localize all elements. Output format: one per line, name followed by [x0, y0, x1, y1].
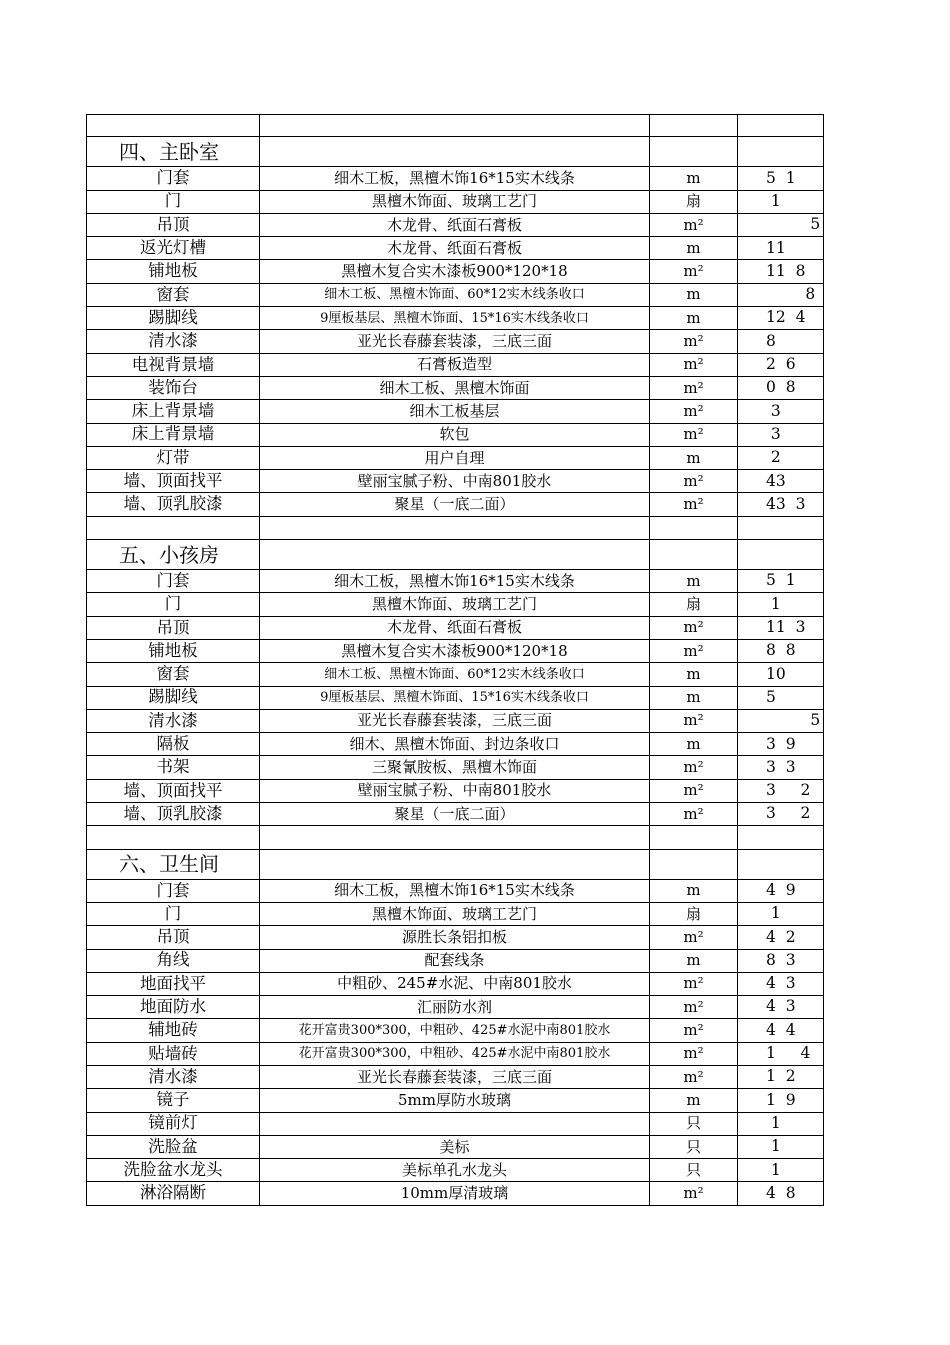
table-row: [86, 1182, 824, 1205]
material-cell: 聚星（一底二面）: [260, 493, 650, 516]
item-name-cell: 墙、顶面找平: [86, 470, 260, 493]
table-row: [86, 1159, 824, 1182]
quantity-cell: [738, 826, 824, 849]
item-name-cell: 墙、顶乳胶漆: [86, 803, 260, 826]
quantity-cell: 43: [738, 470, 824, 493]
quantity-cell: 12 4: [738, 307, 824, 330]
unit-cell: m: [650, 1089, 738, 1112]
quantity-cell: 4 8: [738, 1182, 824, 1205]
quantity-cell: [738, 540, 824, 570]
section-header-row: [86, 850, 824, 880]
quantity-cell: [738, 850, 824, 880]
material-cell: 三聚氰胺板、黑檀木饰面: [260, 756, 650, 779]
unit-cell: [650, 517, 738, 540]
table-row: [86, 570, 824, 593]
table-row: [86, 880, 824, 903]
item-name-cell: 镜子: [86, 1089, 260, 1112]
table-row: [86, 733, 824, 756]
table-row: [86, 1113, 824, 1136]
quantity-cell: 3: [738, 400, 824, 423]
table-row: [86, 640, 824, 663]
item-name-cell: 返光灯槽: [86, 237, 260, 260]
quantity-cell: [738, 137, 824, 167]
unit-cell: m²: [650, 377, 738, 400]
quantity-table: [86, 114, 824, 1206]
quantity-cell: 1: [738, 1113, 824, 1136]
table-row: [86, 950, 824, 973]
unit-cell: m: [650, 307, 738, 330]
blank-row: [86, 826, 824, 849]
material-cell: [260, 517, 650, 540]
item-name-cell: 清水漆: [86, 710, 260, 733]
table-row: [86, 191, 824, 214]
unit-cell: m²: [650, 470, 738, 493]
unit-cell: m: [650, 687, 738, 710]
quantity-cell: 11: [738, 237, 824, 260]
unit-cell: m²: [650, 803, 738, 826]
unit-cell: [650, 137, 738, 167]
unit-cell: m²: [650, 756, 738, 779]
item-name-cell: 窗套: [86, 284, 260, 307]
blank-row: [86, 114, 824, 137]
unit-cell: m²: [650, 1019, 738, 1042]
item-name-cell: [86, 826, 260, 849]
quantity-cell: 43 3: [738, 493, 824, 516]
unit-cell: [650, 850, 738, 880]
material-cell: 聚星（一底二面）: [260, 803, 650, 826]
quantity-cell: 1 2: [738, 1066, 824, 1089]
table-row: [86, 1066, 824, 1089]
item-name-cell: 角线: [86, 950, 260, 973]
quantity-cell: 8: [738, 284, 824, 307]
unit-cell: 只: [650, 1113, 738, 1136]
item-name-cell: 床上背景墙: [86, 424, 260, 447]
table-row: [86, 1089, 824, 1112]
material-cell: 9厘板基层、黑檀木饰面、15*16实木线条收口: [260, 307, 650, 330]
item-name-cell: 门套: [86, 570, 260, 593]
table-row: [86, 260, 824, 283]
quantity-cell: 1: [738, 1136, 824, 1159]
unit-cell: m²: [650, 996, 738, 1019]
material-cell: 黑檀木复合实木漆板900*120*18: [260, 260, 650, 283]
table-row: [86, 803, 824, 826]
material-cell: 细木工板、黑檀木饰面、60*12实木线条收口: [260, 284, 650, 307]
table-row: [86, 710, 824, 733]
table-row: [86, 973, 824, 996]
material-cell: 木龙骨、纸面石膏板: [260, 237, 650, 260]
table-row: [86, 1019, 824, 1042]
quantity-cell: 4 9: [738, 880, 824, 903]
material-cell: 10mm厚清玻璃: [260, 1182, 650, 1205]
material-cell: 细木工板，黑檀木饰16*15实木线条: [260, 167, 650, 190]
unit-cell: m: [650, 447, 738, 470]
material-cell: 黑檀木复合实木漆板900*120*18: [260, 640, 650, 663]
quantity-cell: 3 2: [738, 803, 824, 826]
quantity-cell: 8: [738, 330, 824, 353]
item-name-cell: 电视背景墙: [86, 354, 260, 377]
unit-cell: m²: [650, 1043, 738, 1066]
quantity-cell: 8 8: [738, 640, 824, 663]
quantity-cell: 4 2: [738, 926, 824, 949]
unit-cell: m²: [650, 214, 738, 237]
item-name-cell: 地面防水: [86, 996, 260, 1019]
item-name-cell: 墙、顶面找平: [86, 780, 260, 803]
quantity-cell: 1 9: [738, 1089, 824, 1112]
table-row: [86, 447, 824, 470]
table-row: [86, 470, 824, 493]
unit-cell: m: [650, 237, 738, 260]
quantity-cell: 5 1: [738, 570, 824, 593]
unit-cell: m²: [650, 424, 738, 447]
quantity-cell: 5: [738, 214, 824, 237]
unit-cell: 扇: [650, 593, 738, 616]
table-row: [86, 926, 824, 949]
unit-cell: m²: [650, 493, 738, 516]
quantity-cell: 1: [738, 593, 824, 616]
item-name-cell: 镜前灯: [86, 1113, 260, 1136]
unit-cell: 扇: [650, 903, 738, 926]
item-name-cell: 洗脸盆水龙头: [86, 1159, 260, 1182]
table-row: [86, 780, 824, 803]
table-row: [86, 424, 824, 447]
item-name-cell: 门套: [86, 880, 260, 903]
material-cell: 细木工板，黑檀木饰16*15实木线条: [260, 880, 650, 903]
material-cell: 细木工板、黑檀木饰面: [260, 377, 650, 400]
table-row: [86, 214, 824, 237]
unit-cell: 只: [650, 1159, 738, 1182]
quantity-cell: [738, 114, 824, 137]
material-cell: 细木工板、黑檀木饰面、60*12实木线条收口: [260, 663, 650, 686]
quantity-cell: 4 3: [738, 973, 824, 996]
unit-cell: m: [650, 733, 738, 756]
material-cell: 细木工板，黑檀木饰16*15实木线条: [260, 570, 650, 593]
quantity-cell: 8 3: [738, 950, 824, 973]
material-cell: [260, 114, 650, 137]
item-name-cell: 贴墙砖: [86, 1043, 260, 1066]
table-row: [86, 354, 824, 377]
material-cell: 木龙骨、纸面石膏板: [260, 617, 650, 640]
material-cell: 用户自理: [260, 447, 650, 470]
quantity-cell: 3 2: [738, 780, 824, 803]
material-cell: [260, 826, 650, 849]
quantity-cell: 1: [738, 903, 824, 926]
material-cell: [260, 850, 650, 880]
quantity-cell: 11 3: [738, 617, 824, 640]
material-cell: 美标: [260, 1136, 650, 1159]
item-name-cell: 淋浴隔断: [86, 1182, 260, 1205]
unit-cell: m: [650, 880, 738, 903]
table-row: [86, 1136, 824, 1159]
unit-cell: m²: [650, 926, 738, 949]
unit-cell: m²: [650, 260, 738, 283]
quantity-cell: 11 8: [738, 260, 824, 283]
unit-cell: m: [650, 167, 738, 190]
table-row: [86, 330, 824, 353]
unit-cell: [650, 540, 738, 570]
table-row: [86, 663, 824, 686]
unit-cell: m²: [650, 1182, 738, 1205]
quantity-cell: [738, 517, 824, 540]
material-cell: 石膏板造型: [260, 354, 650, 377]
section-header-row: [86, 137, 824, 167]
material-cell: 亚光长春藤套装漆，三底三面: [260, 330, 650, 353]
material-cell: 黑檀木饰面、玻璃工艺门: [260, 903, 650, 926]
table-row: [86, 284, 824, 307]
unit-cell: m²: [650, 354, 738, 377]
item-name-cell: 门: [86, 191, 260, 214]
quantity-cell: 3: [738, 424, 824, 447]
unit-cell: m²: [650, 973, 738, 996]
item-name-cell: 铺地板: [86, 640, 260, 663]
quantity-cell: 4 3: [738, 996, 824, 1019]
item-name-cell: 门: [86, 903, 260, 926]
item-name-cell: 四、主卧室: [86, 137, 260, 167]
item-name-cell: 六、卫生间: [86, 850, 260, 880]
table-row: [86, 167, 824, 190]
unit-cell: m²: [650, 640, 738, 663]
item-name-cell: 辅地砖: [86, 1019, 260, 1042]
unit-cell: m: [650, 570, 738, 593]
unit-cell: 扇: [650, 191, 738, 214]
item-name-cell: 吊顶: [86, 617, 260, 640]
item-name-cell: 灯带: [86, 447, 260, 470]
quantity-cell: 5 1: [738, 167, 824, 190]
item-name-cell: 墙、顶乳胶漆: [86, 493, 260, 516]
unit-cell: m: [650, 663, 738, 686]
item-name-cell: 踢脚线: [86, 307, 260, 330]
material-cell: 细木、黑檀木饰面、封边条收口: [260, 733, 650, 756]
material-cell: 中粗砂、245#水泥、中南801胶水: [260, 973, 650, 996]
material-cell: [260, 540, 650, 570]
quantity-cell: 5: [738, 710, 824, 733]
material-cell: 木龙骨、纸面石膏板: [260, 214, 650, 237]
quantity-cell: 3 9: [738, 733, 824, 756]
unit-cell: m²: [650, 710, 738, 733]
quantity-cell: 0 8: [738, 377, 824, 400]
unit-cell: m: [650, 950, 738, 973]
item-name-cell: 清水漆: [86, 1066, 260, 1089]
unit-cell: [650, 114, 738, 137]
blank-row: [86, 517, 824, 540]
item-name-cell: 门套: [86, 167, 260, 190]
item-name-cell: [86, 114, 260, 137]
unit-cell: 只: [650, 1136, 738, 1159]
unit-cell: m²: [650, 780, 738, 803]
section-header-row: [86, 540, 824, 570]
table-row: [86, 687, 824, 710]
table-row: [86, 400, 824, 423]
unit-cell: m²: [650, 1066, 738, 1089]
material-cell: 壁丽宝腻子粉、中南801胶水: [260, 780, 650, 803]
material-cell: 配套线条: [260, 950, 650, 973]
material-cell: 源胜长条铝扣板: [260, 926, 650, 949]
item-name-cell: 铺地板: [86, 260, 260, 283]
material-cell: 花开富贵300*300，中粗砂、425#水泥中南801胶水: [260, 1043, 650, 1066]
table-row: [86, 617, 824, 640]
table-row: [86, 307, 824, 330]
table-row: [86, 237, 824, 260]
item-name-cell: 地面找平: [86, 973, 260, 996]
item-name-cell: 装饰台: [86, 377, 260, 400]
item-name-cell: 吊顶: [86, 926, 260, 949]
item-name-cell: 踢脚线: [86, 687, 260, 710]
item-name-cell: 床上背景墙: [86, 400, 260, 423]
quantity-cell: 2 6: [738, 354, 824, 377]
item-name-cell: [86, 517, 260, 540]
item-name-cell: 书架: [86, 756, 260, 779]
quantity-cell: 3 3: [738, 756, 824, 779]
table-row: [86, 593, 824, 616]
item-name-cell: 窗套: [86, 663, 260, 686]
quantity-cell: 10: [738, 663, 824, 686]
item-name-cell: 门: [86, 593, 260, 616]
material-cell: 亚光长春藤套装漆，三底三面: [260, 1066, 650, 1089]
table-row: [86, 903, 824, 926]
item-name-cell: 洗脸盆: [86, 1136, 260, 1159]
material-cell: 黑檀木饰面、玻璃工艺门: [260, 593, 650, 616]
table-row: [86, 756, 824, 779]
item-name-cell: 清水漆: [86, 330, 260, 353]
quantity-cell: 4 4: [738, 1019, 824, 1042]
item-name-cell: 隔板: [86, 733, 260, 756]
quantity-cell: 2: [738, 447, 824, 470]
material-cell: 黑檀木饰面、玻璃工艺门: [260, 191, 650, 214]
quantity-cell: 1: [738, 1159, 824, 1182]
material-cell: [260, 1113, 650, 1136]
table-row: [86, 377, 824, 400]
table-row: [86, 1043, 824, 1066]
material-cell: 软包: [260, 424, 650, 447]
unit-cell: [650, 826, 738, 849]
unit-cell: m²: [650, 400, 738, 423]
unit-cell: m²: [650, 330, 738, 353]
unit-cell: m: [650, 284, 738, 307]
table-row: [86, 493, 824, 516]
material-cell: [260, 137, 650, 167]
item-name-cell: 吊顶: [86, 214, 260, 237]
material-cell: 5mm厚防水玻璃: [260, 1089, 650, 1112]
material-cell: 壁丽宝腻子粉、中南801胶水: [260, 470, 650, 493]
quantity-cell: 1: [738, 191, 824, 214]
material-cell: 亚光长春藤套装漆，三底三面: [260, 710, 650, 733]
quantity-cell: 1 4: [738, 1043, 824, 1066]
material-cell: 花开富贵300*300，中粗砂、425#水泥中南801胶水: [260, 1019, 650, 1042]
material-cell: 9厘板基层、黑檀木饰面、15*16实木线条收口: [260, 687, 650, 710]
material-cell: 美标单孔水龙头: [260, 1159, 650, 1182]
unit-cell: m²: [650, 617, 738, 640]
table-row: [86, 996, 824, 1019]
quantity-cell: 5: [738, 687, 824, 710]
item-name-cell: 五、小孩房: [86, 540, 260, 570]
material-cell: 细木工板基层: [260, 400, 650, 423]
material-cell: 汇丽防水剂: [260, 996, 650, 1019]
